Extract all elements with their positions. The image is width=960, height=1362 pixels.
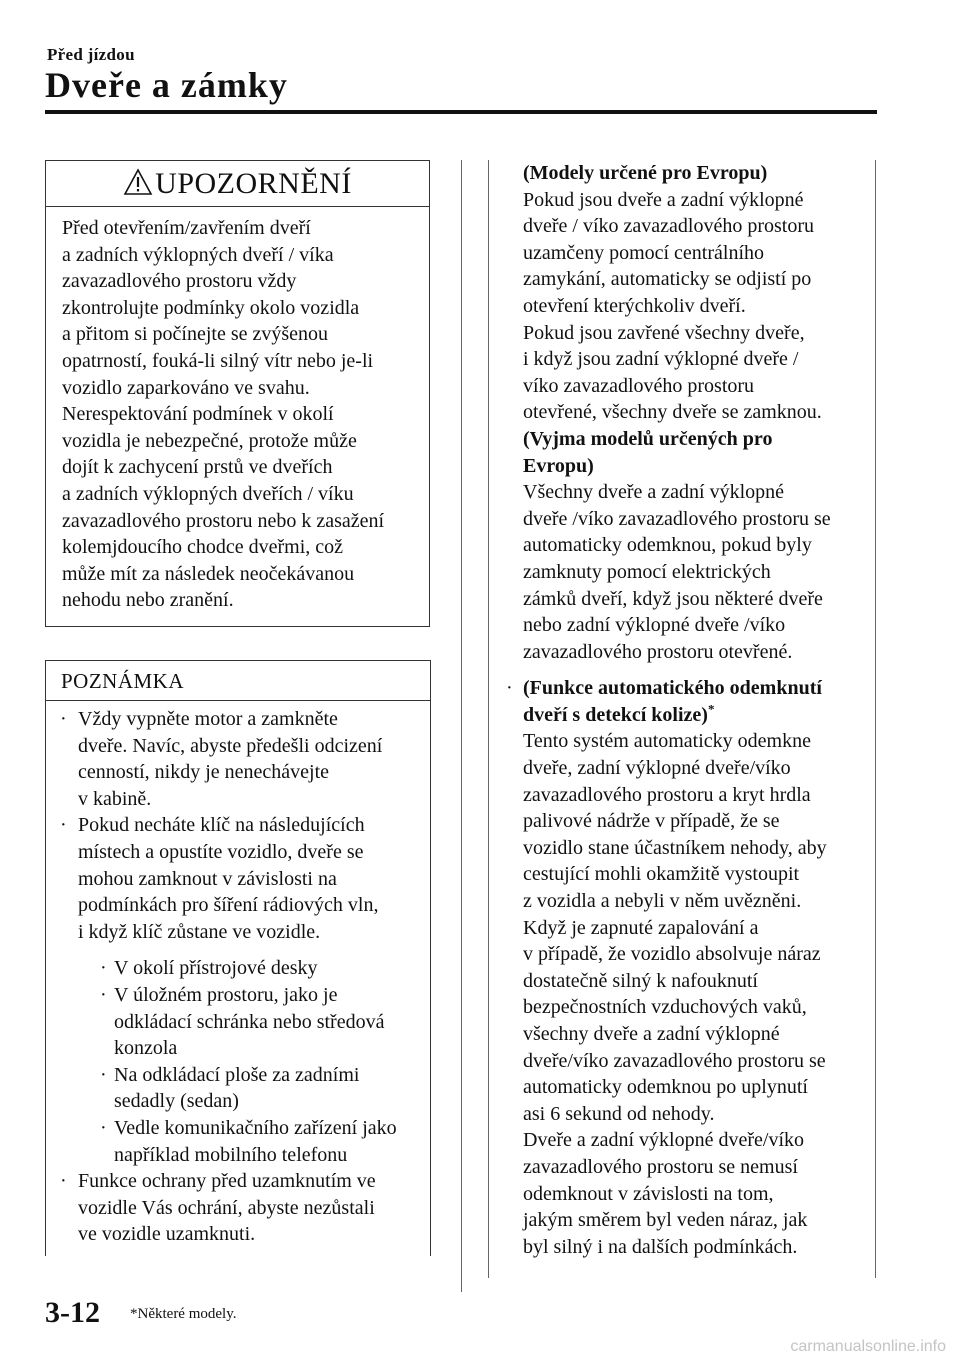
note-title: POZNÁMKA [61, 669, 185, 693]
note-subitem-text: Na odkládací ploše za zadními sedadly (sedan) [114, 1063, 360, 1113]
bullet-dot: · [100, 1063, 107, 1086]
note-subitem [100, 1115, 428, 1168]
warning-box [45, 160, 430, 627]
note-subitem [100, 982, 428, 1062]
note-item [60, 706, 428, 812]
bullet-dot: · [60, 814, 67, 837]
bullet-dot: · [506, 677, 513, 700]
collision-unlock-item [506, 675, 866, 1260]
page-number: 3-12 [45, 1296, 100, 1329]
note-item-text: Funkce ochrany před uzamknutím ve vozidle Vás ochrání, abyste nezůstali ve vozidle uzamknuti. [78, 1170, 376, 1246]
warning-triangle-icon [123, 168, 153, 196]
right-edge-rule [875, 160, 876, 1278]
bullet-dot: · [100, 957, 107, 980]
paragraph-non-europe-models: Všechny dveře a zadní výklopné dveře /víko zavazadlového prostoru se automaticky odemknou, pokud byly zamknuty pomocí elektrických zámků dveří, když jsou některé dveře nebo zadní výklopné dveře /víko zavazadlového prostoru otevřené. [523, 481, 831, 663]
right-column-rule [488, 160, 489, 1278]
warning-title: UPOZORNĚNÍ [155, 167, 352, 200]
column-divider [461, 160, 462, 1292]
note-body [60, 706, 428, 1248]
note-item [60, 812, 428, 945]
bullet-dot: · [60, 1170, 67, 1193]
warning-header [46, 161, 429, 207]
right-column [506, 160, 866, 1260]
footnote: *Některé modely. [130, 1306, 237, 1322]
warning-text: Před otevřením/zavřením dveří a zadních výklopných dveří / víka zavazadlového prostoru vždy zkontrolujte podmínky okolo vozidla a přitom si počínejte se zvýšenou opatrností, fouká-li silný vítr nebo je-li vozidlo zaparkováno ve svahu. Nerespektování podmínek v okolí vozidla je nebezpečné, protože může dojít k zachycení prstů ve dveřích a zadních výklopných dveřích / víku zavazadlového prostoru nebo k zasažení kolemjdoucího chodce dveřmi, což může mít za následek neočekávanou nehodu nebo zranění. [62, 217, 385, 612]
heading-europe-models: (Modely určené pro Evropu) [523, 162, 768, 184]
note-subitem-text: Vedle komunikačního zařízení jako například mobilního telefonu [114, 1116, 397, 1166]
paragraph-collision-unlock: Tento systém automaticky odemkne dveře, zadní výklopné dveře/víko zavazadlového prostoru a kryt hrdla palivové nádrže v případě, že se vozidlo stane účastníkem nehody, aby cestující mohli okamžitě vystoupit z vozidla a nebyli v něm uvězněni. Když je zapnuté zapalování a v případě, že vozidlo absolvuje náraz dostatečně silný k nafouknutí bezpečnostních vzduchových vaků, všechny dveře a zadní výklopné dveře/víko zavazadlového prostoru se automaticky odemknou po uplynutí asi 6 sekund od nehody. Dveře a zadní výklopné dveře/víko zavazadlového prostoru se nemusí odemknout v závislosti na tom, jakým směrem byl veden náraz, jak byl silný i na dalších podmínkách. [523, 730, 827, 1258]
bullet-dot: · [100, 983, 107, 1006]
watermark: carmanualsonline.info [790, 1338, 946, 1355]
note-subitem-text: V úložném prostoru, jako je odkládací schránka nebo středová konzola [114, 983, 385, 1060]
heading-non-europe-models: (Vyjma modelů určených pro Evropu) [523, 427, 773, 477]
note-subitem [100, 1062, 428, 1115]
page-title: Dveře a zámky [45, 65, 288, 105]
bullet-dot: · [100, 1116, 107, 1139]
title-rule [45, 110, 877, 114]
note-subitem [100, 955, 428, 982]
note-item-text: Pokud necháte klíč na následujících místech a opustíte vozidlo, dveře se mohou zamknout v závislosti na podmínkách pro šíření rádiových vln, i když klíč zůstane ve vozidle. [78, 814, 379, 943]
heading-collision-unlock [523, 675, 866, 728]
bullet-dot: · [60, 708, 67, 730]
note-header [46, 661, 430, 701]
footnote-marker: * [707, 701, 715, 717]
note-subitem-text: V okolí přístrojové desky [114, 957, 318, 980]
note-box [45, 660, 431, 1256]
section-label: Před jízdou [47, 45, 135, 64]
note-item-text: Vždy vypněte motor a zamkněte dveře. Navíc, abyste předešli odcizení cenností, nikdy je nenechávejte v kabině. [78, 708, 383, 810]
paragraph-europe-models: Pokud jsou dveře a zadní výklopné dveře / víko zavazadlového prostoru uzamčeny pomocí centrálního zamykání, automaticky se odjistí po otevření kterýchkoliv dveří. Pokud jsou zavřené všechny dveře, i když jsou zadní výklopné dveře / víko zavazadlového prostoru otevřené, všechny dveře se zamknou. [523, 188, 822, 424]
note-item [60, 1168, 428, 1248]
note-sublist [60, 955, 428, 1168]
heading-collision-unlock-text: (Funkce automatického odemknutí dveří s detekcí kolize) [523, 677, 822, 726]
